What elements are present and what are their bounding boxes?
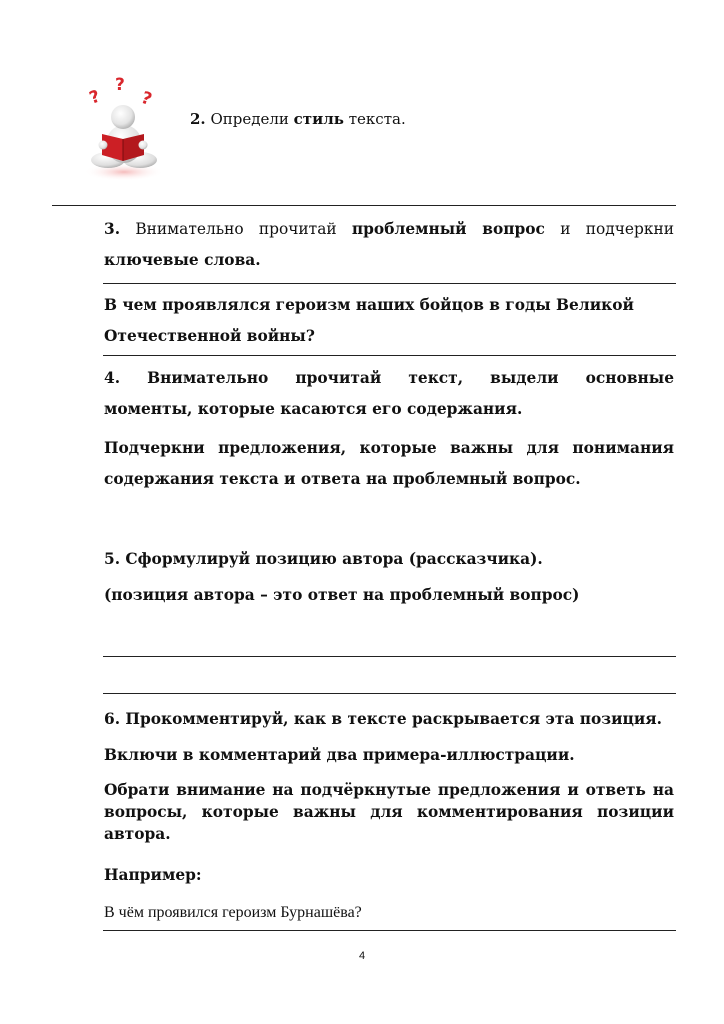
divider-2 xyxy=(103,283,676,284)
page-number: 4 xyxy=(358,950,366,962)
task-2-text-after: текста. xyxy=(348,110,406,128)
task-6 xyxy=(104,704,674,735)
task-5-line-1: 5. Сформулируй позицию автора (рассказчика). xyxy=(104,550,543,568)
task-4-para2-line-2: содержания текста и ответа на проблемный вопрос. xyxy=(104,470,581,488)
svg-text:?: ? xyxy=(138,87,155,111)
task-2-text-before: Определи xyxy=(210,110,289,128)
task-2-number: 2. xyxy=(190,110,206,128)
task-6-line-2: Включи в комментарий два примера-иллюстрации. xyxy=(104,746,575,764)
task-2 xyxy=(190,110,406,128)
example-label: Например: xyxy=(104,866,202,884)
task-2-keyword: стиль xyxy=(293,110,344,128)
divider-4 xyxy=(103,930,676,931)
task-6-instruction xyxy=(104,740,674,771)
divider-1 xyxy=(52,205,676,206)
task-3-text-before: Внимательно прочитай xyxy=(135,220,337,238)
task-3-keyword-2: ключевые слова. xyxy=(104,251,261,269)
answer-line-1 xyxy=(103,656,676,657)
problem-question xyxy=(104,290,674,352)
task-6-line-1: 6. Прокомментируй, как в тексте раскрывается эта позиция. xyxy=(104,710,662,728)
task-5-note xyxy=(104,580,674,611)
svg-text:?: ? xyxy=(86,86,103,109)
thinking-figure-reading-book-icon xyxy=(78,72,170,184)
task-3 xyxy=(104,214,674,276)
task-5-line-2: (позиция автора – это ответ на проблемный вопрос) xyxy=(104,586,580,604)
task-5 xyxy=(104,544,674,575)
problem-question-line-2: Отечественной войны? xyxy=(104,327,315,345)
task-4-para2-line-1: Подчеркни предложения, которые важны для понимания xyxy=(104,439,674,457)
divider-3 xyxy=(103,355,676,356)
problem-question-line-1: В чем проявлялся героизм наших бойцов в годы Великой xyxy=(104,296,634,314)
svg-text:?: ? xyxy=(115,75,125,95)
answer-line-2 xyxy=(103,693,676,694)
example-question: В чём проявился героизм Бурнашёва? xyxy=(104,904,362,921)
task-3-keyword: проблемный вопрос xyxy=(351,220,545,238)
task-3-text-middle: и подчеркни xyxy=(560,220,674,238)
task-6-paragraph-3: Обрати внимание на подчёркнутые предложения и ответь на вопросы, которые важны для комментирования позиции автора. xyxy=(104,781,674,843)
task-3-number: 3. xyxy=(104,220,121,238)
task-4-line-1: 4. Внимательно прочитай текст, выдели основные xyxy=(104,369,674,387)
task-4-line-2: моменты, которые касаются его содержания. xyxy=(104,400,523,418)
task-4 xyxy=(104,363,674,425)
task-4-paragraph-2 xyxy=(104,433,674,495)
